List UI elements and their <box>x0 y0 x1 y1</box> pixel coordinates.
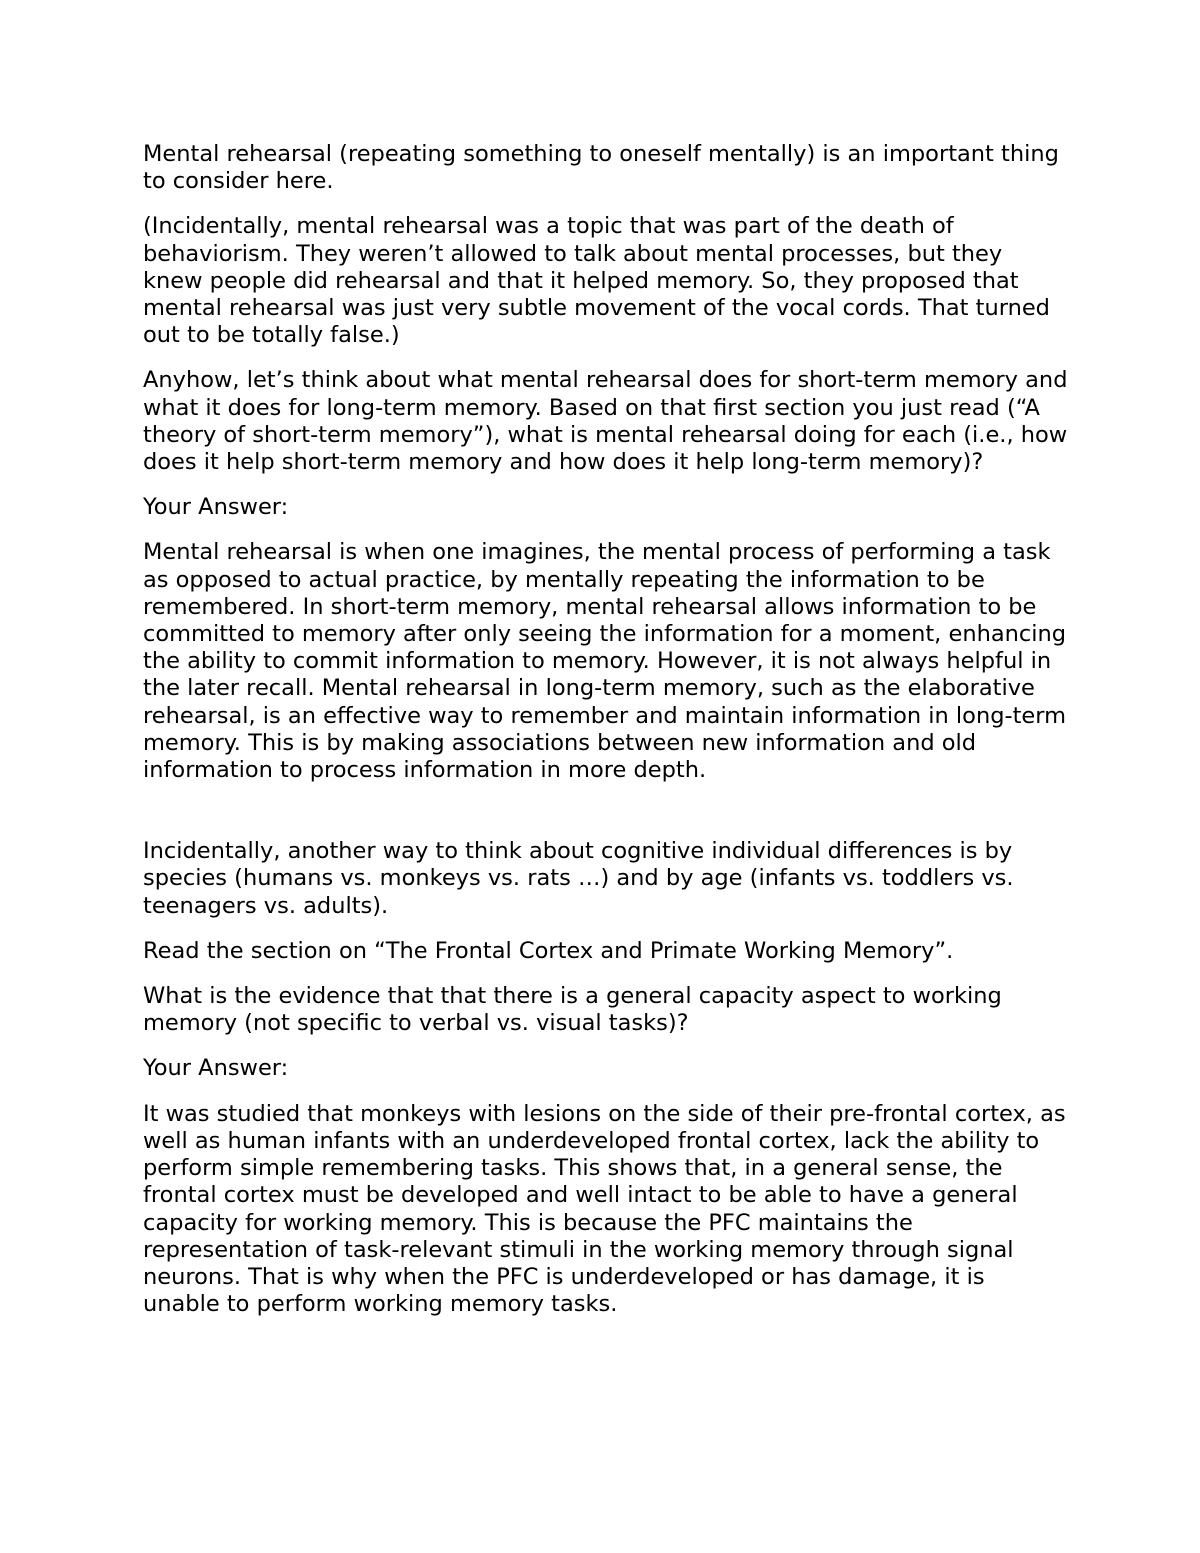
paragraph-reading-instruction: Read the section on “The Frontal Cortex and Primate Working Memory”. <box>143 937 954 964</box>
paragraph-question-1: Anyhow, let’s think about what mental rehearsal does for short-term memory and what it does for long-term memory. Based on that first section you just read (“A theory of short-term memory”), what is mental rehearsal doing for each (i.e., how does it help short-term memory and how does it help long-term memory)? <box>143 367 1068 476</box>
paragraph-question-2: What is the evidence that that there is a general capacity aspect to working memory (not specific to verbal vs. visual tasks)? <box>143 983 1002 1037</box>
answer-2: It was studied that monkeys with lesions on the side of their pre-frontal cortex, as well as human infants with an underdeveloped frontal cortex, lack the ability to perform simple remembering tasks. This shows that, in a general sense, the frontal cortex must be developed and well intact to be able to have a general capacity for working memory. This is because the PFC maintains the representation of task-relevant stimuli in the working memory through signal neurons. That is why when the PFC is underdeveloped or has damage, it is unable to perform working memory tasks. <box>143 1100 1066 1318</box>
answer-1: Mental rehearsal is when one imagines, the mental process of performing a task as opposed to actual practice, by mentally repeating the information to be remembered. In short-term memory, mental rehearsal allows information to be committed to memory after only seeing the information for a moment, enhancing the ability to commit information to memory. However, it is not always helpful in the later recall. Mental rehearsal in long-term memory, such as the elaborative rehearsal, is an effective way to remember and maintain information in long-term memory. This is by making associations between new information and old information to process information in more depth. <box>143 539 1067 784</box>
paragraph-behaviorism-aside: (Incidentally, mental rehearsal was a topic that was part of the death of behaviorism. They weren’t allowed to talk about mental processes, but they knew people did rehearsal and that it helped memory. So, they proposed that mental rehearsal was just very subtle movement of the vocal cords. That turned out to be totally false.) <box>143 213 1050 349</box>
paragraph-intro: Mental rehearsal (repeating something to oneself mentally) is an important thing to consider here. <box>143 141 1059 195</box>
paragraph-individual-differences: Incidentally, another way to think about cognitive individual differences is by species (humans vs. monkeys vs. rats …) and by age (infants vs. toddlers vs. teenagers vs. adults). <box>143 838 1014 919</box>
document-body <box>143 141 1068 1336</box>
answer-label-1: Your Answer: <box>143 494 289 521</box>
answer-label-2: Your Answer: <box>143 1055 289 1082</box>
